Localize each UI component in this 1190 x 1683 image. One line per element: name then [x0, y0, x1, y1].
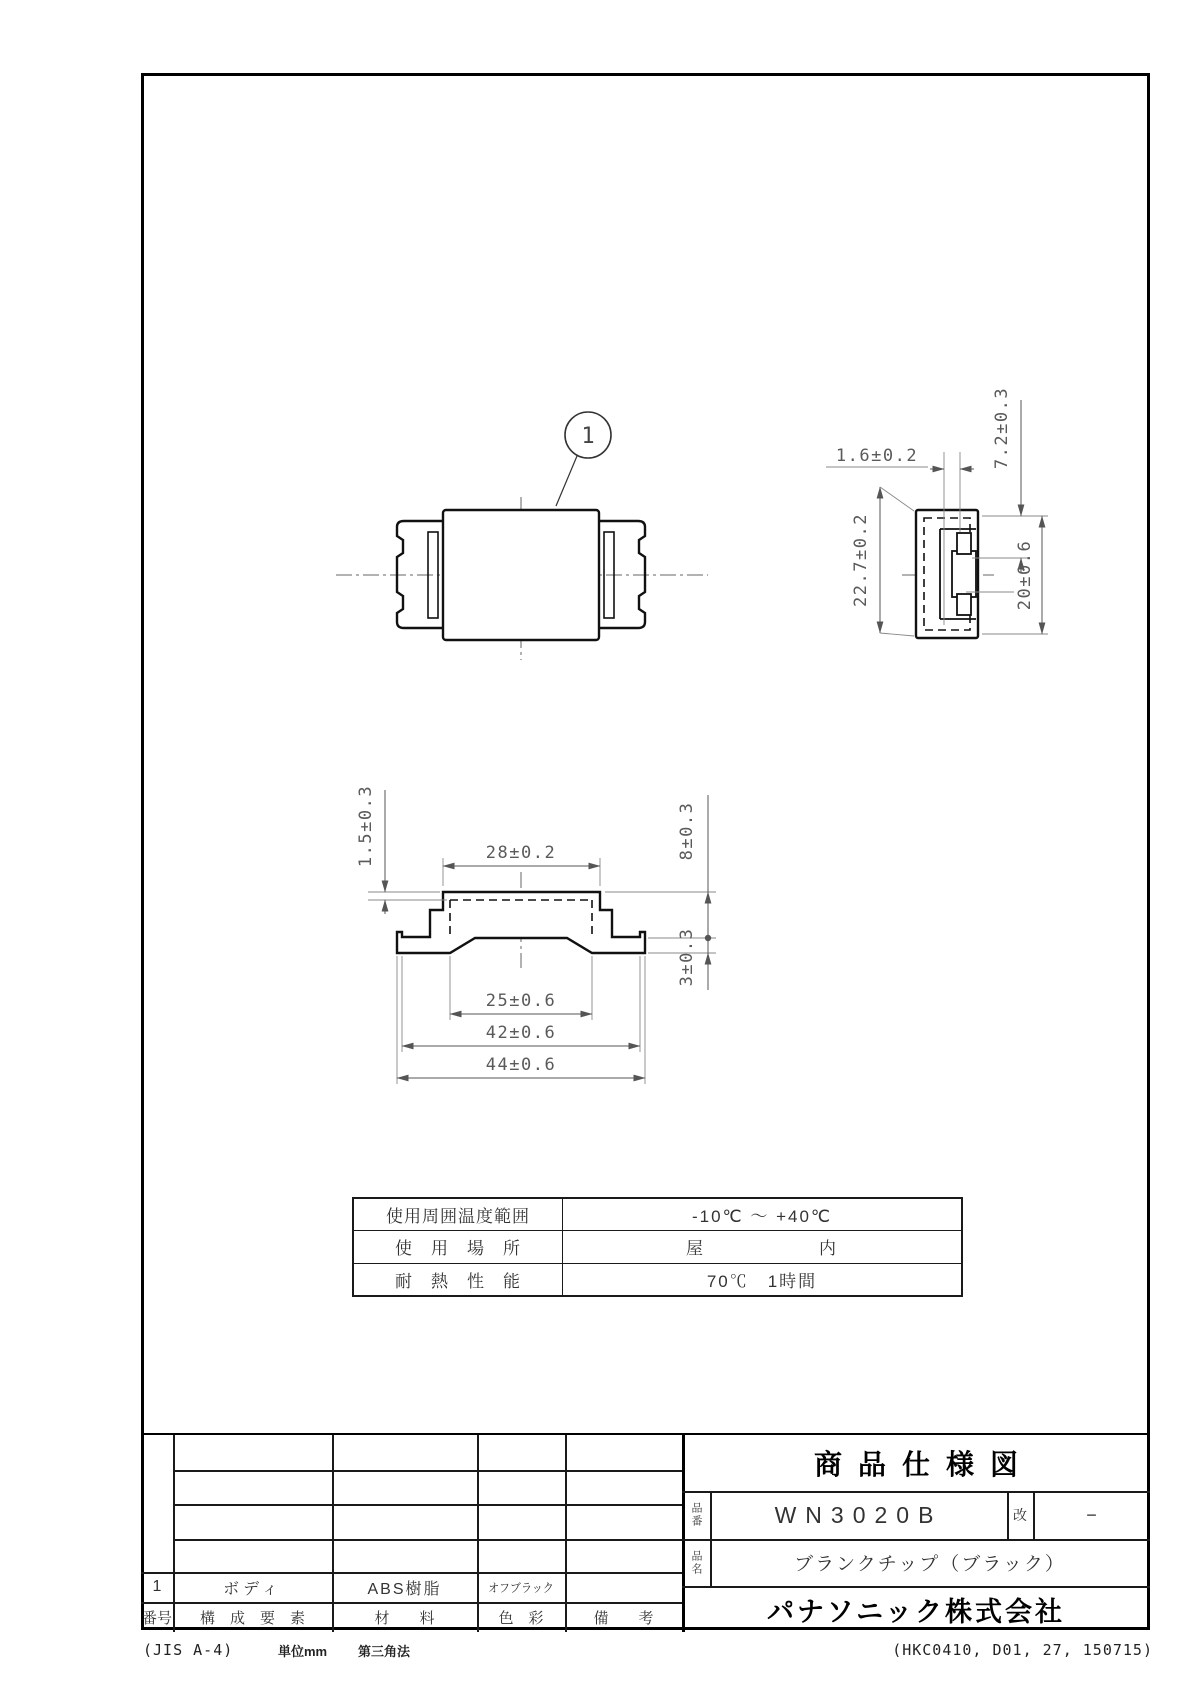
parts-header-color: 色 彩 [498, 1609, 544, 1627]
balloon-number: 1 [581, 424, 595, 449]
spec-table [352, 1197, 963, 1297]
company-name: パナソニック株式会社 [766, 1596, 1066, 1627]
side-view [826, 387, 1048, 638]
spec-value: 70℃ 1時間 [706, 1271, 818, 1291]
front-view [336, 412, 708, 660]
part-name-label: 品名 [690, 1549, 702, 1576]
spec-row-temperature [354, 1199, 961, 1230]
spec-row-heat [354, 1263, 961, 1295]
spec-label: 耐 熱 性 能 [354, 1264, 563, 1295]
part-number-label: 品番 [690, 1502, 702, 1528]
footer-document-code: (HKC0410, D01, 27, 150715) [892, 1641, 1153, 1659]
parts-header-component: 構 成 要 素 [199, 1609, 305, 1627]
footer-unit: 単位mm [278, 1644, 328, 1659]
revision-label: 改 [1013, 1507, 1027, 1523]
spec-value: -10℃ ～ +40℃ [691, 1207, 833, 1227]
parts-row-component: ボディ [223, 1580, 282, 1598]
revision-value: − [1086, 1504, 1097, 1525]
footer-projection: 第三角法 [358, 1644, 411, 1659]
spec-label: 使用周囲温度範囲 [354, 1199, 563, 1230]
part-number: WN3020B [774, 1501, 943, 1528]
title-block-area [141, 1433, 1150, 1630]
dim-bottom-mid-width: 42±0.6 [485, 1023, 557, 1043]
balloon-leader [556, 456, 577, 506]
parts-row-number: 1 [152, 1578, 162, 1595]
footer-paper-size: (JIS A-4) [143, 1641, 234, 1659]
parts-header-note: 備 考 [593, 1609, 654, 1627]
dim-side-height: 22.7±0.2 [851, 513, 871, 607]
part-name: ブランクチップ（ブラック） [794, 1554, 1066, 1575]
dim-bottom-body-width: 28±0.2 [485, 843, 557, 863]
dim-bottom-plate: 1.5±0.3 [356, 784, 376, 868]
dim-side-upper-depth: 7.2±0.3 [992, 386, 1012, 470]
dim-bottom-flange-height: 3±0.3 [677, 927, 697, 987]
spec-label: 使 用 場 所 [354, 1231, 563, 1262]
parts-row-color: オフブラック [488, 1580, 554, 1595]
spec-value: 屋 内 [686, 1239, 838, 1259]
dim-bottom-inner-width: 25±0.6 [485, 991, 557, 1011]
dim-bottom-total-height: 8±0.3 [677, 801, 697, 861]
dim-side-top-width: 1.6±0.2 [835, 446, 919, 466]
parts-header-material: 材 料 [374, 1609, 435, 1627]
dim-bottom-outer-width: 44±0.6 [485, 1055, 557, 1075]
spec-row-location [354, 1230, 961, 1262]
drawing-title: 商品仕様図 [813, 1449, 1034, 1480]
parts-row-material: ABS樹脂 [367, 1580, 442, 1598]
bottom-view [356, 785, 716, 1084]
parts-header-number: 番号 [141, 1609, 172, 1627]
parts-row-note [565, 1572, 682, 1602]
dim-side-depth: 20±0.6 [1015, 539, 1035, 611]
